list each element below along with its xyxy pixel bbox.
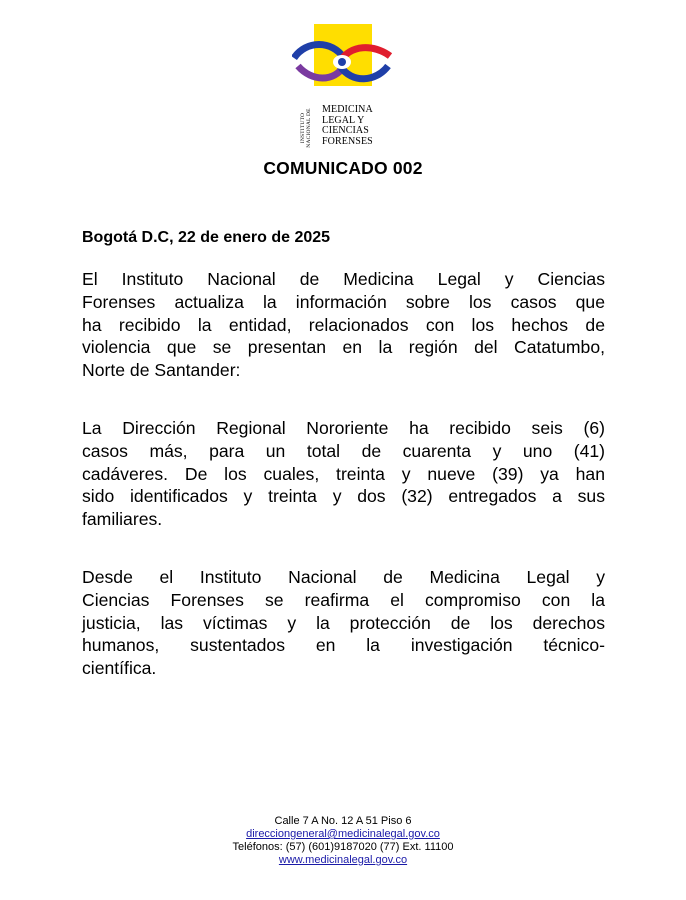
text-line: Ciencias Forenses se reafirma el compromiso con la [82, 589, 605, 610]
email-link[interactable]: direcciongeneral@medicinalegal.gov.co [246, 828, 440, 840]
logo-line: FORENSES [322, 135, 373, 147]
text-line: Norte de Santander: [82, 360, 241, 381]
text-line: familiares. [82, 509, 163, 530]
paragraph-2 [82, 417, 605, 531]
text-line: humanos, sustentados en la investigación técnico- [82, 635, 605, 656]
institution-logo [292, 22, 392, 148]
footer-contact [0, 815, 686, 867]
logo-wordmark [322, 105, 373, 147]
text-line: Forenses actualiza la información sobre los casos que [82, 291, 605, 312]
document-title: COMUNICADO 002 [263, 158, 423, 178]
paragraph-3 [82, 566, 605, 680]
text-line: sido identificados y treinta y dos (32) entregados a sus [82, 486, 605, 507]
text-line: La Dirección Regional Nororiente ha recibido seis (6) [82, 418, 605, 438]
text-line: Desde el Instituto Nacional de Medicina Legal y [82, 567, 605, 587]
text-line: violencia que se presentan en la región del Catatumbo, [82, 337, 605, 358]
logo-line: LEGAL Y [322, 114, 365, 126]
footer-address: Calle 7 A No. 12 A 51 Piso 6 [274, 815, 412, 827]
dateline: Bogotá D.C, 22 de enero de 2025 [82, 229, 331, 246]
logo-line: MEDICINA [322, 104, 373, 115]
footer-phones: Teléfonos: (57) (601)9187020 (77) Ext. 11100 [232, 841, 454, 853]
text-line: casos más, para un total de cuarenta y uno (41) [82, 440, 605, 461]
text-line: El Instituto Nacional de Medicina Legal y Ciencias [82, 269, 605, 289]
logo-line: CIENCIAS [322, 125, 369, 136]
text-line: ha recibido la entidad, relacionados con los hechos de [82, 314, 605, 335]
text-line: científica. [82, 658, 157, 679]
text-line: justicia, las víctimas y la protección de los derechos [82, 612, 605, 633]
text-line: cadáveres. De los cuales, treinta y nueve (39) ya han [82, 463, 605, 484]
website-link[interactable]: www.medicinalegal.gov.co [278, 854, 408, 866]
paragraph-1 [82, 268, 605, 382]
logo-vertical-text: INSTITUTO NACIONAL DE [300, 108, 312, 148]
eye-emblem-icon [292, 22, 392, 104]
